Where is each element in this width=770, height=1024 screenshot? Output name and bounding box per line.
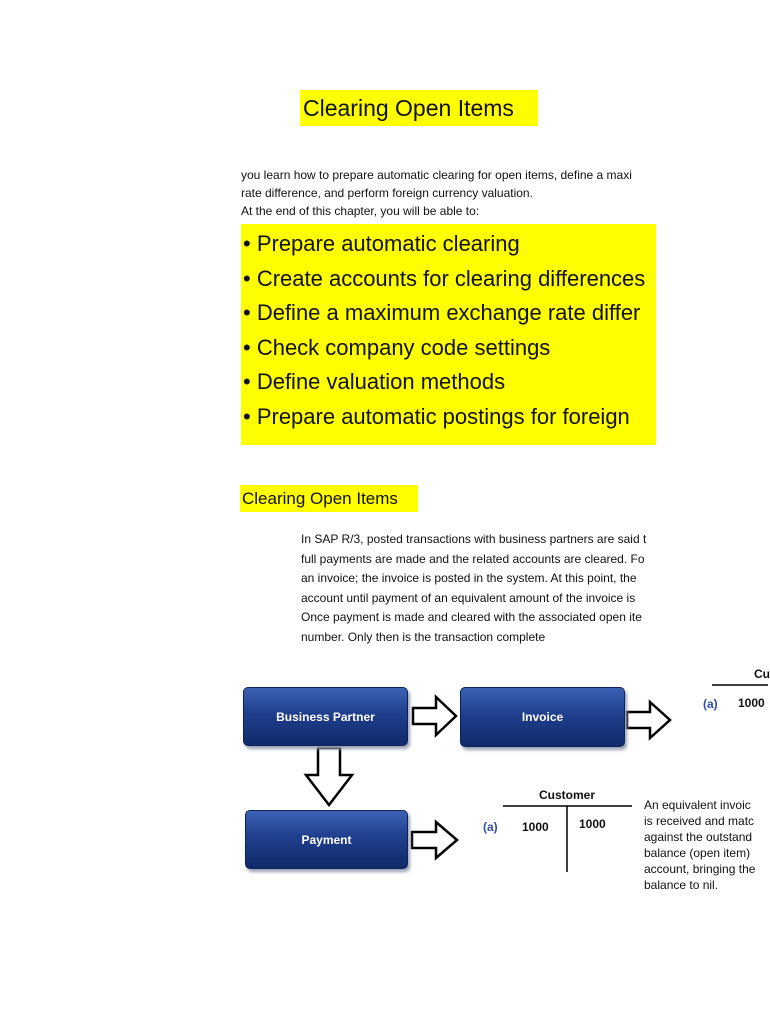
paragraph-line: In SAP R/3, posted transactions with business partners are said t [301, 532, 647, 546]
t-account-header: Customer [539, 788, 596, 802]
objective-item: • Define valuation methods [243, 369, 506, 394]
objective-item: • Check company code settings [243, 334, 551, 360]
note-line: against the outstand [644, 830, 753, 844]
section-paragraph [301, 530, 663, 647]
intro-text [241, 166, 661, 220]
business-partner-box: Business Partner [243, 687, 408, 746]
objective-item: • Prepare automatic clearing [243, 231, 520, 256]
objective-item: • Prepare automatic postings for foreign [243, 403, 630, 429]
intro-line: At the end of this chapter, you will be able to: [241, 204, 480, 218]
paragraph-line: an invoice; the invoice is posted in the system. At this point, the [301, 571, 637, 585]
note-line: is received and matc [644, 814, 755, 828]
note-line: balance to nil. [644, 878, 719, 892]
right-arrow-icon [413, 697, 456, 735]
payment-box: Payment [245, 810, 408, 869]
t-account-entry-label: (a) [483, 820, 498, 834]
intro-line: rate difference, and perform foreign currency valuation. [241, 186, 533, 200]
t-account-header: Cu [754, 667, 770, 681]
objective-item: • Create accounts for clearing differences [243, 265, 646, 291]
t-account-debit: 1000 [738, 696, 765, 710]
note-line: account, bringing the [644, 862, 756, 876]
objective-item: • Define a maximum exchange rate differ [243, 300, 641, 325]
paragraph-line: account until payment of an equivalent amount of the invoice is [301, 590, 636, 605]
right-arrow-icon [627, 702, 670, 738]
t-account-debit: 1000 [522, 820, 549, 834]
down-arrow-icon [306, 748, 352, 805]
invoice-box: Invoice [460, 687, 625, 747]
note-line: balance (open item) [644, 846, 751, 860]
paragraph-line: Once payment is made and cleared with the associated open ite [301, 610, 642, 624]
section-heading: Clearing Open Items [240, 485, 418, 512]
intro-line: you learn how to prepare automatic clearing for open items, define a maxi [241, 168, 632, 182]
clearing-note [644, 797, 768, 907]
page-title: Clearing Open Items [300, 90, 538, 126]
objectives-list [241, 224, 656, 445]
right-arrow-icon [412, 822, 457, 858]
note-line: An equivalent invoic [644, 798, 751, 812]
paragraph-line: full payments are made and the related accounts are cleared. Fo [301, 551, 645, 566]
t-account-credit: 1000 [579, 817, 606, 831]
paragraph-line: number. Only then is the transaction complete [301, 629, 546, 644]
t-account-entry-label: (a) [703, 697, 718, 711]
